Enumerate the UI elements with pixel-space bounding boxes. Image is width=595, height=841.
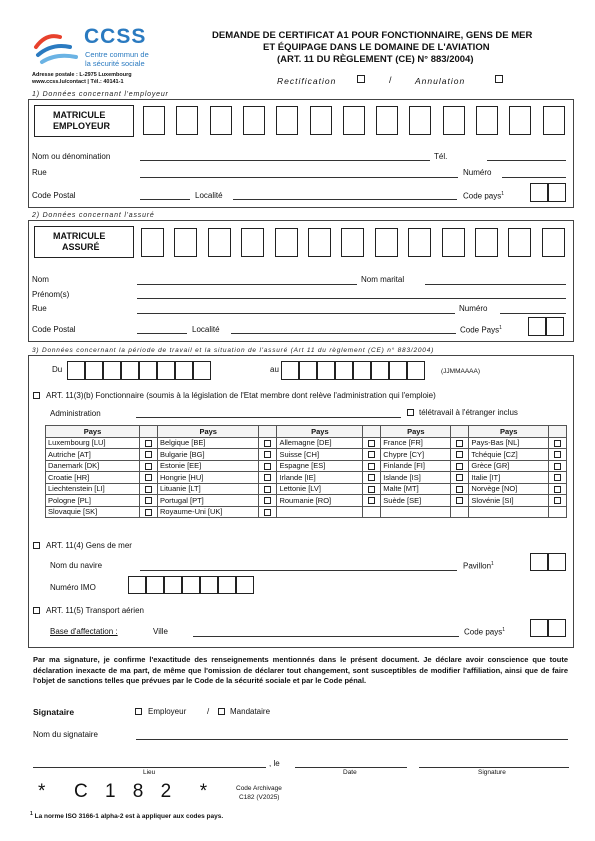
country-checkbox-cell (259, 460, 277, 472)
date-from-digit-box[interactable] (175, 361, 193, 380)
country-checkbox-cell (451, 460, 469, 472)
archive-code-label: Code Archivage (236, 785, 282, 792)
city-field[interactable] (193, 636, 459, 637)
ccss-logo-mark-icon (32, 27, 82, 65)
signatory-name-label: Nom du signataire (33, 730, 98, 739)
country-name: Royaume-Uni [UK] (157, 506, 258, 518)
country-table (45, 425, 567, 518)
postal-address: Adresse postale : L-2975 Luxembourg (32, 72, 132, 78)
insured-married-name-label: Nom marital (361, 275, 405, 284)
country-checkbox[interactable] (145, 463, 152, 470)
country-name: Grèce [GR] (469, 460, 549, 472)
flag-label: Pavillon$^1$ (463, 561, 494, 571)
art114-label: ART. 11(4) Gens de mer (46, 541, 132, 550)
country-name: Suède [SE] (381, 495, 451, 507)
insured-matricule-label-2: ASSURÉ (62, 242, 100, 252)
mandatary-checkbox[interactable] (218, 708, 225, 715)
country-name: Lettonie [LV] (277, 483, 363, 495)
employer-matricule-digit-box[interactable] (243, 106, 265, 135)
insured-postcode-field[interactable] (137, 333, 187, 334)
country-checkbox[interactable] (554, 451, 561, 458)
imo-digit-box[interactable] (236, 576, 254, 594)
country-col-header: Pays (46, 426, 140, 438)
base-country-box-2[interactable] (548, 619, 566, 637)
checkbox-col-header (259, 426, 277, 438)
country-name: Pays-Bas [NL] (469, 437, 549, 449)
archive-code-value: C182 (V2025) (239, 794, 280, 801)
country-checkbox[interactable] (264, 509, 271, 516)
insured-matricule-digit-box[interactable] (542, 228, 565, 257)
country-checkbox[interactable] (456, 451, 463, 458)
country-checkbox[interactable] (145, 474, 152, 481)
date-from-digit-box[interactable] (121, 361, 139, 380)
section-employer-title: 1) Données concernant l'employeur (32, 91, 169, 98)
country-checkbox-cell (549, 483, 567, 495)
telework-label: télétravail à l'étranger inclus (419, 408, 518, 417)
date-to-digit-box[interactable] (335, 361, 353, 380)
archive-barcode: * C 1 8 2 * (38, 781, 214, 802)
country-checkbox[interactable] (368, 474, 375, 481)
signatory-label: Signataire (33, 707, 75, 717)
insured-street-label: Rue (32, 304, 47, 313)
employer-country-box-1[interactable] (530, 183, 548, 202)
country-table-header (46, 426, 567, 438)
date-to-digit-box[interactable] (407, 361, 425, 380)
country-checkbox-cell (363, 449, 381, 461)
country-row (46, 449, 567, 461)
signatory-slash: / (207, 707, 210, 716)
date-from-digit-box[interactable] (193, 361, 211, 380)
country-checkbox-cell (363, 437, 381, 449)
country-name (469, 506, 549, 518)
employer-country-label: Code pays$^1$ (463, 191, 505, 201)
country-checkbox[interactable] (264, 440, 271, 447)
country-checkbox[interactable] (145, 509, 152, 516)
form-title-3: (ART. 11 DU RÈGLEMENT (CE) N° 883/2004) (277, 54, 474, 65)
date-from-digit-box[interactable] (157, 361, 175, 380)
rectification-checkbox[interactable] (357, 75, 365, 83)
date-caption: Date (343, 769, 357, 776)
country-checkbox-cell (139, 506, 157, 518)
logo-sub1: Centre commun de (85, 50, 149, 59)
country-checkbox-cell (139, 495, 157, 507)
country-name: Bulgarie [BG] (157, 449, 258, 461)
country-col-header: Pays (469, 426, 549, 438)
country-name: Luxembourg [LU] (46, 437, 140, 449)
country-checkbox[interactable] (456, 474, 463, 481)
employer-signatory-label: Employeur (148, 707, 187, 716)
country-checkbox-cell (259, 472, 277, 484)
country-name: Estonie [EE] (157, 460, 258, 472)
country-checkbox[interactable] (456, 440, 463, 447)
employer-signatory-checkbox[interactable] (135, 708, 142, 715)
employer-matricule-digit-box[interactable] (343, 106, 365, 135)
checkbox-col-header (363, 426, 381, 438)
country-checkbox-cell (139, 460, 157, 472)
country-checkbox-cell (363, 495, 381, 507)
insured-name-field[interactable] (137, 284, 357, 285)
footnote: $^1$ La norme ISO 3166-1 alpha-2 est à appliquer aux codes pays. (30, 811, 224, 821)
country-name: Slovénie [SI] (469, 495, 549, 507)
country-checkbox[interactable] (145, 497, 152, 504)
employer-matricule-label-2: EMPLOYEUR (53, 121, 111, 131)
employer-country-box-2[interactable] (548, 183, 566, 202)
imo-digit-box[interactable] (200, 576, 218, 594)
employer-matricule-digit-box[interactable] (476, 106, 498, 135)
base-country-box-1[interactable] (530, 619, 548, 637)
ship-name-field[interactable] (140, 570, 457, 571)
employer-matricule-digit-box[interactable] (210, 106, 232, 135)
base-country-label: Code pays$^1$ (464, 627, 506, 637)
country-checkbox[interactable] (264, 486, 271, 493)
art114-checkbox[interactable] (33, 542, 40, 549)
insured-firstname-label: Prénom(s) (32, 290, 70, 299)
country-name: Autriche [AT] (46, 449, 140, 461)
date-to-digit-box[interactable] (389, 361, 407, 380)
place-caption: Lieu (143, 769, 156, 776)
country-row (46, 506, 567, 518)
declaration-text: Par ma signature, je confirme l'exactitude des renseignements mentionnés dans le présent document. Je déclare avoir conscience que toute déclaration inexacte de ma part, de même que l'omission de déclarer tout changement, sont susceptibles de modifier l'affiliation, ainsi que de faire l'objet de sanctions telles que prévues par le Code de la sécurité sociale et par le Code pénal. (33, 655, 568, 685)
employer-tel-label: Tél. (434, 152, 448, 161)
country-checkbox-cell (549, 506, 567, 518)
administration-field[interactable] (136, 417, 401, 418)
date-field[interactable] (295, 767, 407, 768)
signature-caption: Signature (478, 769, 506, 776)
insured-country-label: Code Pays$^1$ (460, 325, 502, 335)
date-to-digit-box[interactable] (371, 361, 389, 380)
country-checkbox-cell (451, 483, 469, 495)
country-checkbox-cell (259, 506, 277, 518)
employer-matricule-digit-box[interactable] (543, 106, 565, 135)
country-checkbox[interactable] (456, 486, 463, 493)
signatory-name-field[interactable] (136, 739, 568, 740)
logo-name: CCSS (84, 25, 147, 48)
administration-label: Administration (50, 409, 101, 418)
form-title-1: DEMANDE DE CERTIFICAT A1 POUR FONCTIONNAIRE, GENS DE MER (212, 30, 533, 41)
employer-matricule-digit-box[interactable] (509, 106, 531, 135)
telework-checkbox[interactable] (407, 409, 414, 416)
art115-label: ART. 11(5) Transport aérien (46, 606, 144, 615)
country-checkbox[interactable] (368, 486, 375, 493)
country-name: Roumanie [RO] (277, 495, 363, 507)
art113b-checkbox[interactable] (33, 392, 40, 399)
insured-matricule-digit-box[interactable] (275, 228, 298, 257)
base-label: Base d'affectation : (50, 627, 118, 636)
section-period-title: 3) Données concernant la période de travail et la situation de l'assuré (Art 11 du règlement (CE) n° 883/2004) (32, 347, 435, 354)
insured-matricule-digit-box[interactable] (375, 228, 398, 257)
country-checkbox-cell (451, 437, 469, 449)
insured-matricule-label-1: MATRICULE (53, 231, 106, 241)
country-name: Italie [IT] (469, 472, 549, 484)
country-checkbox-cell (363, 472, 381, 484)
country-checkbox[interactable] (368, 451, 375, 458)
header-slash: / (389, 75, 392, 85)
employer-number-field[interactable] (502, 177, 566, 178)
employer-postcode-label: Code Postal (32, 191, 76, 200)
insured-matricule-digit-box[interactable] (408, 228, 431, 257)
country-name: Hongrie [HU] (157, 472, 258, 484)
insured-firstname-field[interactable] (137, 298, 566, 299)
date-from-label: Du (52, 365, 63, 374)
country-name: Tchéquie [CZ] (469, 449, 549, 461)
country-col-header: Pays (277, 426, 363, 438)
employer-street-label: Rue (32, 168, 47, 177)
insured-country-box-1[interactable] (528, 317, 546, 336)
employer-number-label: Numéro (463, 168, 492, 177)
country-row (46, 460, 567, 472)
employer-street-field[interactable] (140, 177, 458, 178)
country-row (46, 483, 567, 495)
country-checkbox[interactable] (456, 497, 463, 504)
imo-digit-box[interactable] (218, 576, 236, 594)
insured-postcode-label: Code Postal (32, 325, 76, 334)
employer-tel-field[interactable] (487, 160, 566, 161)
country-name: Irlande [IE] (277, 472, 363, 484)
insured-matricule-digit-box[interactable] (141, 228, 164, 257)
date-to-label: au (270, 365, 279, 374)
country-checkbox[interactable] (554, 474, 561, 481)
country-name: Finlande [FI] (381, 460, 451, 472)
art113b-label: ART. 11(3)(b) Fonctionnaire (soumis à la législation de l'Etat membre dont relève l'administration qui l'emploie) (46, 391, 436, 400)
date-to-digit-box[interactable] (353, 361, 371, 380)
date-to-digit-box[interactable] (317, 361, 335, 380)
country-checkbox-cell (139, 472, 157, 484)
country-name: Norvège [NO] (469, 483, 549, 495)
country-checkbox-cell (259, 483, 277, 495)
imo-digit-box[interactable] (182, 576, 200, 594)
insured-matricule-digit-box[interactable] (174, 228, 197, 257)
country-checkbox[interactable] (554, 497, 561, 504)
date-from-digit-box[interactable] (139, 361, 157, 380)
country-checkbox[interactable] (145, 440, 152, 447)
employer-matricule-digit-box[interactable] (443, 106, 465, 135)
country-col-header: Pays (381, 426, 451, 438)
mandatary-label: Mandataire (230, 707, 271, 716)
country-name: Liechtenstein [LI] (46, 483, 140, 495)
country-checkbox-cell (549, 460, 567, 472)
city-label: Ville (153, 627, 168, 636)
date-from-digit-box[interactable] (103, 361, 121, 380)
country-row (46, 495, 567, 507)
country-name: France [FR] (381, 437, 451, 449)
country-checkbox-cell (139, 449, 157, 461)
checkbox-col-header (451, 426, 469, 438)
signature-field[interactable] (419, 767, 569, 768)
flag-box-1[interactable] (530, 553, 548, 571)
form-title-2: ET ÉQUIPAGE DANS LE DOMAINE DE L'AVIATION (263, 42, 490, 53)
country-row (46, 437, 567, 449)
country-checkbox-cell (139, 483, 157, 495)
employer-name-label: Nom ou dénomination (32, 152, 111, 161)
place-field[interactable] (33, 767, 266, 768)
imo-label: Numéro IMO (50, 583, 96, 592)
country-name: Danemark [DK] (46, 460, 140, 472)
contact-info: www.ccss.lu/contact | Tél.: 40141-1 (32, 79, 124, 85)
country-checkbox-cell (549, 449, 567, 461)
insured-matricule-digit-box[interactable] (241, 228, 264, 257)
insured-matricule-digit-box[interactable] (442, 228, 465, 257)
checkbox-col-header (549, 426, 567, 438)
insured-matricule-digit-box[interactable] (475, 228, 498, 257)
employer-postcode-field[interactable] (140, 199, 190, 200)
country-checkbox-cell (549, 495, 567, 507)
country-checkbox[interactable] (145, 486, 152, 493)
country-checkbox[interactable] (264, 451, 271, 458)
ccss-logo (32, 27, 162, 71)
employer-matricule-digit-box[interactable] (143, 106, 165, 135)
checkbox-col-header (139, 426, 157, 438)
employer-locality-label: Localité (195, 191, 223, 200)
imo-digit-box[interactable] (128, 576, 146, 594)
country-checkbox-cell (259, 449, 277, 461)
annulation-checkbox[interactable] (495, 75, 503, 83)
insured-matricule-digit-box[interactable] (208, 228, 231, 257)
employer-matricule-digit-box[interactable] (409, 106, 431, 135)
country-name: Chypre [CY] (381, 449, 451, 461)
country-name: Malte [MT] (381, 483, 451, 495)
country-name: Croatie [HR] (46, 472, 140, 484)
date-from-digit-box[interactable] (67, 361, 85, 380)
employer-locality-field[interactable] (233, 199, 457, 200)
date-format-hint: (JJMMAAAA) (441, 368, 480, 375)
country-checkbox[interactable] (368, 440, 375, 447)
insured-number-label: Numéro (459, 304, 488, 313)
country-checkbox[interactable] (264, 497, 271, 504)
country-checkbox-cell (259, 495, 277, 507)
country-checkbox[interactable] (368, 463, 375, 470)
country-checkbox[interactable] (264, 474, 271, 481)
insured-locality-label: Localité (192, 325, 220, 334)
country-checkbox[interactable] (368, 497, 375, 504)
country-row (46, 472, 567, 484)
country-name: Islande [IS] (381, 472, 451, 484)
insured-locality-field[interactable] (231, 333, 456, 334)
insured-country-box-2[interactable] (546, 317, 564, 336)
country-checkbox-cell (451, 449, 469, 461)
country-name: Espagne [ES] (277, 460, 363, 472)
country-checkbox-cell (549, 437, 567, 449)
imo-digit-box[interactable] (146, 576, 164, 594)
country-col-header: Pays (157, 426, 258, 438)
annulation-label: Annulation (415, 76, 466, 86)
insured-married-name-field[interactable] (425, 284, 566, 285)
country-name: Slovaquie [SK] (46, 506, 140, 518)
country-checkbox[interactable] (456, 463, 463, 470)
logo-sub2: la sécurité sociale (85, 59, 145, 68)
employer-matricule-digit-box[interactable] (276, 106, 298, 135)
date-to-digit-box[interactable] (299, 361, 317, 380)
country-checkbox-cell (139, 437, 157, 449)
country-checkbox-cell (451, 495, 469, 507)
country-name (277, 506, 363, 518)
le-label: , le (269, 759, 280, 768)
country-checkbox[interactable] (264, 463, 271, 470)
employer-matricule-digit-box[interactable] (310, 106, 332, 135)
insured-number-field[interactable] (500, 313, 566, 314)
country-name: Suisse [CH] (277, 449, 363, 461)
country-checkbox-cell (259, 437, 277, 449)
insured-matricule-digit-box[interactable] (341, 228, 364, 257)
country-checkbox[interactable] (145, 451, 152, 458)
flag-box-2[interactable] (548, 553, 566, 571)
insured-matricule-digit-box[interactable] (308, 228, 331, 257)
country-checkbox-cell (451, 472, 469, 484)
country-checkbox[interactable] (554, 486, 561, 493)
country-checkbox-cell (363, 460, 381, 472)
date-to-digit-box[interactable] (281, 361, 299, 380)
employer-matricule-label-1: MATRICULE (53, 110, 106, 120)
country-name: Lituanie [LT] (157, 483, 258, 495)
country-checkbox-cell (549, 472, 567, 484)
imo-digit-box[interactable] (164, 576, 182, 594)
country-checkbox[interactable] (554, 440, 561, 447)
country-name (381, 506, 451, 518)
insured-matricule-digit-box[interactable] (508, 228, 531, 257)
date-from-digit-box[interactable] (85, 361, 103, 380)
country-name: Belgique [BE] (157, 437, 258, 449)
country-name: Allemagne [DE] (277, 437, 363, 449)
employer-name-field[interactable] (140, 160, 430, 161)
country-checkbox-cell (451, 506, 469, 518)
country-name: Pologne [PL] (46, 495, 140, 507)
employer-matricule-digit-box[interactable] (176, 106, 198, 135)
art115-checkbox[interactable] (33, 607, 40, 614)
country-checkbox[interactable] (554, 463, 561, 470)
country-checkbox-cell (363, 506, 381, 518)
section-insured-title: 2) Données concernant l'assuré (32, 212, 155, 219)
insured-street-field[interactable] (137, 313, 455, 314)
country-name: Portugal [PT] (157, 495, 258, 507)
employer-matricule-digit-box[interactable] (376, 106, 398, 135)
rectification-label: Rectification (277, 76, 337, 86)
insured-name-label: Nom (32, 275, 49, 284)
country-checkbox-cell (363, 483, 381, 495)
ship-name-label: Nom du navire (50, 561, 103, 570)
